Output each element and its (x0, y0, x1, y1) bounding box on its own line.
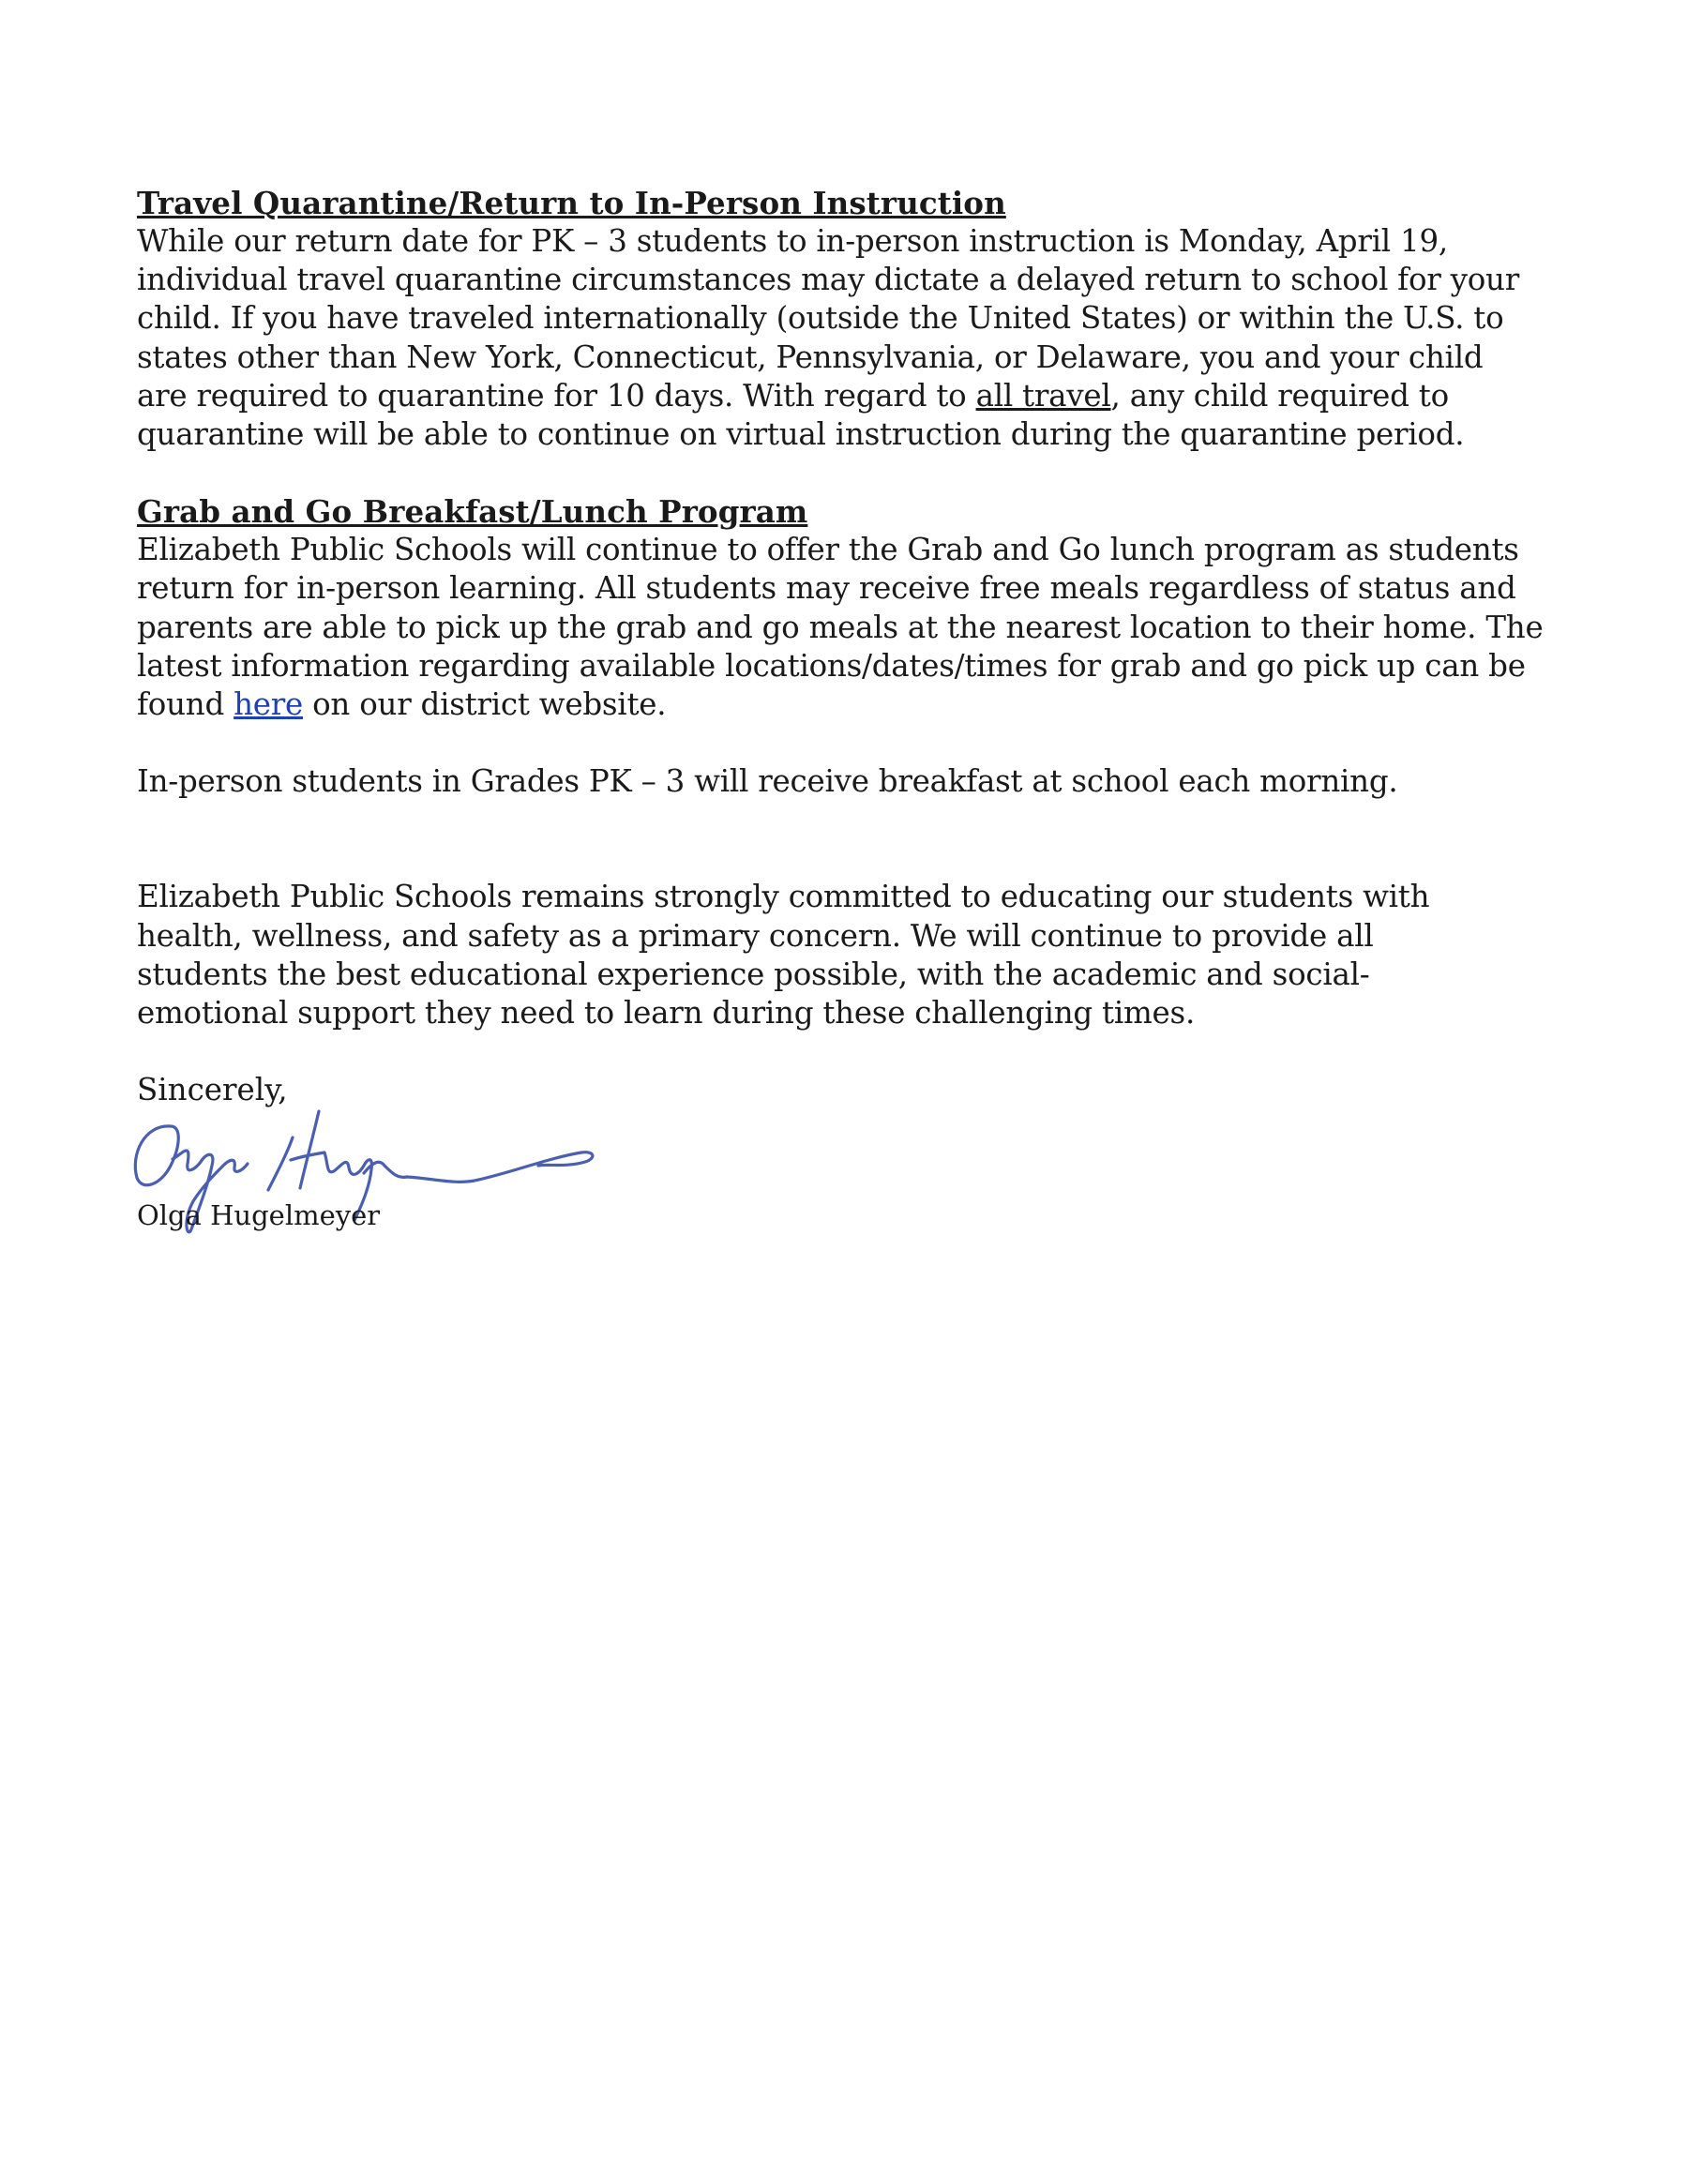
paragraph-line: students the best educational experience possible, with the academic and social- (137, 956, 1370, 992)
grab-and-go-heading: Grab and Go Breakfast/Lunch Program (137, 493, 808, 531)
line-text: , any child required to (1110, 377, 1449, 414)
paragraph-line: quarantine will be able to continue on virtual instruction during the quarantine period. (137, 416, 1465, 453)
paragraph-line: While our return date for PK – 3 students to in-person instruction is Monday, April 19, (137, 223, 1448, 259)
paragraph-line: parents are able to pick up the grab and go meals at the nearest location to their home. The (137, 609, 1544, 645)
spacer (137, 724, 1572, 762)
signature (137, 1109, 662, 1199)
line-text: on our district website. (303, 686, 667, 723)
paragraph-line: health, wellness, and safety as a primary concern. We will continue to provide all (137, 917, 1374, 954)
grab-and-go-section (137, 492, 1572, 724)
spacer (137, 454, 1572, 492)
paragraph-line (137, 377, 1572, 415)
line-text: are required to quarantine for 10 days. With regard to (137, 377, 976, 414)
commitment-paragraph (137, 878, 1572, 1032)
paragraph-line: Elizabeth Public Schools remains strongly committed to educating our students with (137, 879, 1430, 915)
spacer (137, 801, 1572, 878)
travel-quarantine-section (137, 184, 1572, 454)
paragraph-line: child. If you have traveled internationally (outside the United States) or within the U.S. to (137, 300, 1504, 337)
paragraph-line: latest information regarding available locations/dates/times for grab and go pick up can be (137, 647, 1526, 684)
salutation: Sincerely, (137, 1072, 288, 1108)
all-travel-emphasis: all travel (975, 377, 1111, 414)
letter-page (137, 184, 1572, 1231)
paragraph-line: Elizabeth Public Schools will continue to offer the Grab and Go lunch program as students (137, 532, 1519, 568)
grab-and-go-paragraph (137, 531, 1572, 724)
paragraph-line: return for in-person learning. All students may receive free meals regardless of status and (137, 570, 1516, 607)
travel-quarantine-heading: Travel Quarantine/Return to In-Person Instruction (137, 185, 1006, 221)
paragraph-line: individual travel quarantine circumstances may dictate a delayed return to school for your (137, 262, 1520, 298)
paragraph-line: emotional support they need to learn during these challenging times. (137, 995, 1196, 1032)
signer-name: Olga Hugelmeyer (137, 1199, 381, 1232)
travel-quarantine-paragraph (137, 222, 1572, 454)
breakfast-note (137, 762, 1572, 801)
paragraph-line: In-person students in Grades PK – 3 will receive breakfast at school each morning. (137, 763, 1398, 800)
spacer (137, 1032, 1572, 1071)
paragraph-line: states other than New York, Connecticut, Pennsylvania, or Delaware, you and your child (137, 339, 1484, 375)
line-text: found (137, 686, 234, 723)
district-website-link[interactable]: here (234, 686, 304, 723)
paragraph-line (137, 685, 1572, 724)
